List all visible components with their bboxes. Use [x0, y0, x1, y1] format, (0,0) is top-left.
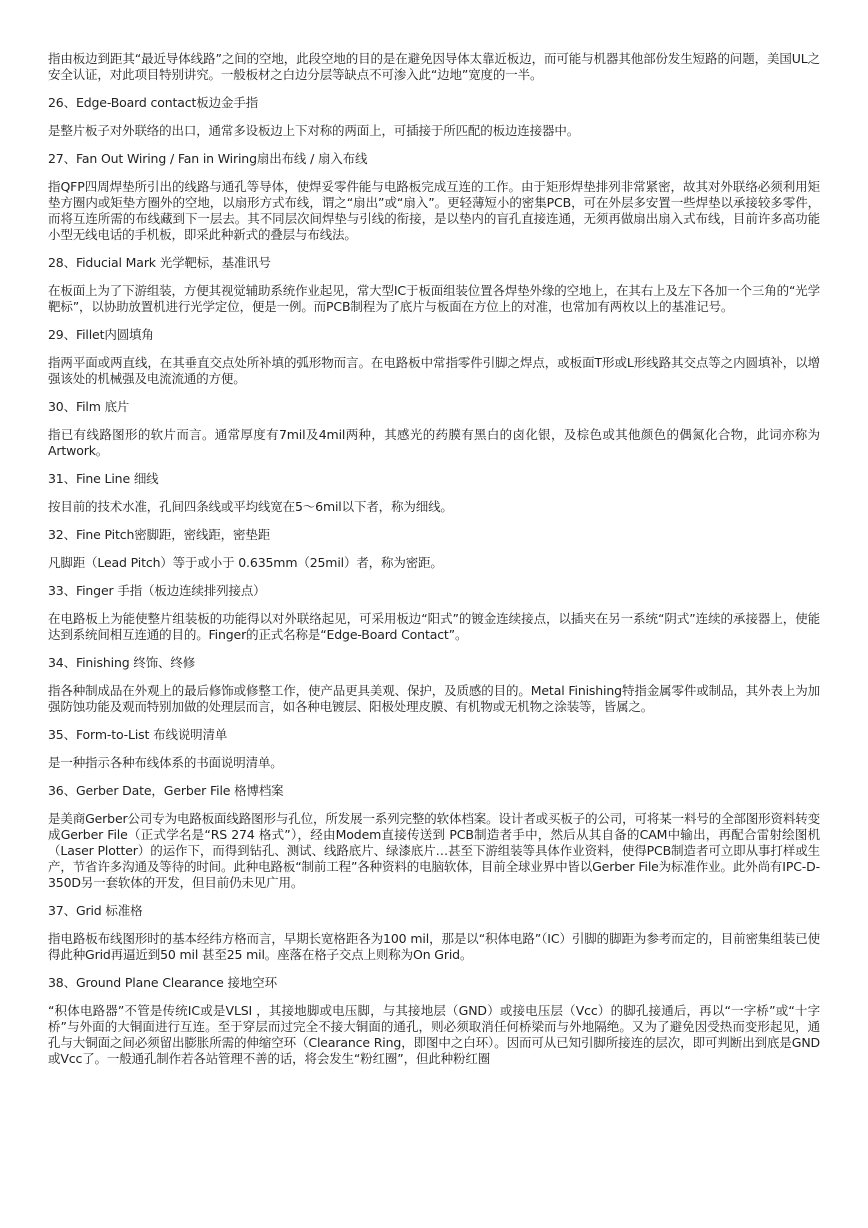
- entry-heading-34: 34、Finishing 终饰、终修: [48, 655, 196, 670]
- entry-heading-37: 37、Grid 标准格: [48, 903, 143, 918]
- entry-body-29: 指两平面或两直线，在其垂直交点处所补填的弧形物而言。在电路板中常指零件引脚之焊点，或板面T形或L形线路其交点等之内圆填补，以增强该处的机械强及电流流通的方便。: [48, 355, 820, 386]
- entry-body-27: 指QFP四周焊垫所引出的线路与通孔等导体，使焊妥零件能与电路板完成互连的工作。由于矩形焊垫排列非常紧密，故其对外联络必须利用矩垫方圈内或矩垫方圈外的空地，以扇形方式布线，谓之“扇出”或“扇入”。更轻薄短小的密集PCB，可在外层多安置一些焊垫以承接较多零件，而将互连所需的布线藏到下一层去。其不同层次间焊垫与引线的衔接，是以垫内的盲孔直接连通，无须再做扇出扇入式布线，目前许多高功能小型无线电话的手机板，即采此种新式的叠层与布线法。: [48, 179, 820, 242]
- entry-body-30: 指已有线路图形的软片而言。通常厚度有7mil及4mil两种，其感光的药膜有黑白的卤化银，及棕色或其他颜色的偶氮化合物，此词亦称为Artwork。: [48, 427, 820, 458]
- entry-heading-30: 30、Film 底片: [48, 399, 130, 414]
- entry-heading-38: 38、Ground Plane Clearance 接地空环: [48, 975, 277, 990]
- intro-paragraph: 指由板边到距其“最近导体线路”之间的空地，此段空地的目的是在避免因导体太靠近板边，而可能与机器其他部份发生短路的问题，美国UL之安全认证，对此项目特别讲究。一般板材之白边分层等缺点不可渗入此“边地”宽度的一半。: [48, 51, 820, 82]
- entry-body-33: 在电路板上为能使整片组装板的功能得以对外联络起见，可采用板边“阳式”的镀金连续接点，以插夹在另一系统“阴式”连续的承接器上，使能达到系统间相互连通的目的。Finger的正式名称是“Edge-Board Contact”。: [48, 611, 820, 642]
- entry-heading-31: 31、Fine Line 细线: [48, 471, 159, 486]
- entry-heading-28: 28、Fiducial Mark 光学靶标，基准讯号: [48, 255, 271, 270]
- entry-body-26: 是整片板子对外联络的出口，通常多设板边上下对称的两面上，可插接于所匹配的板边连接器中。: [48, 123, 580, 138]
- entry-body-28: 在板面上为了下游组装，方便其视觉辅助系统作业起见，常大型IC于板面组装位置各焊垫外缘的空地上，在其右上及左下各加一个三角的“光学靶标”，以协助放置机进行光学定位，便是一例。而PCB制程为了底片与板面在方位上的对准，也常加有两枚以上的基准记号。: [48, 283, 820, 314]
- entry-heading-33: 33、Finger 手指（板边连续排列接点）: [48, 583, 266, 598]
- entry-body-37: 指电路板布线图形时的基本经纬方格而言，早期长宽格距各为100 mil，那是以“积体电路”（IC）引脚的脚距为参考而定的，目前密集组装已使得此种Grid再逼近到50 mil 甚至25 mil。座落在格子交点上则称为On Grid。: [48, 931, 820, 962]
- entry-body-38: “积体电路器”不管是传统IC或是VLSI ，其接地脚或电压脚，与其接地层（GND）或接电压层（Vcc）的脚孔接通后，再以“一字桥”或“十字桥”与外面的大铜面进行互连。至于穿层而过完全不接大铜面的通孔，则必须取消任何桥梁而与外地隔绝。又为了避免因受热而变形起见，通孔与大铜面之间必须留出膨胀所需的伸缩空环（Clearance Ring，即图中之白环）。因而可从已知引脚所接连的层次，即可判断出到底是GND或Vcc了。一般通孔制作若各站管理不善的话，将会发生“粉红圈”，但此种粉红圈: [48, 1003, 820, 1066]
- entry-body-34: 指各种制成品在外观上的最后修饰或修整工作，使产品更具美观、保护，及质感的目的。Metal Finishing特指金属零件或制品，其外表上为加强防蚀功能及观而特别加做的处理层而言，如各种电镀层、阳极处理皮膜、有机物或无机物之涂装等，皆属之。: [48, 683, 820, 714]
- entry-heading-35: 35、Form-to-List 布线说明清单: [48, 727, 228, 742]
- entry-body-35: 是一种指示各种布线体系的书面说明清单。: [48, 755, 283, 770]
- entry-heading-26: 26、Edge-Board contact板边金手指: [48, 95, 259, 110]
- entry-body-36: 是美商Gerber公司专为电路板面线路图形与孔位，所发展一系列完整的软体档案。设计者或买板子的公司，可将某一料号的全部图形资料转变成Gerber File（正式学名是“RS 274 格式”），经由Modem直接传送到 PCB制造者手中，然后从其自备的CAM中输出，再配合雷射绘图机（Laser Plotter）的运作下，而得到钻孔、测试、线路底片、绿漆底片…甚至下游组装等具体作业资料，使得PCB制造者可立即从事打样或生产，节省许多沟通及等待的时间。此种电路板“制前工程”各种资料的电脑软体，目前全球业界中皆以Gerber File为标准作业。此外尚有IPC-D-350D另一套软体的开发，但目前仍未见广用。: [48, 811, 820, 890]
- entry-heading-36: 36、Gerber Date，Gerber File 格博档案: [48, 783, 284, 798]
- entry-body-32: 凡脚距（Lead Pitch）等于或小于 0.635mm（25mil）者，称为密距。: [48, 555, 443, 570]
- entry-body-31: 按目前的技术水准，孔间四条线或平均线宽在5～6mil以下者，称为细线。: [48, 499, 453, 514]
- entry-heading-32: 32、Fine Pitch密脚距，密线距，密垫距: [48, 527, 271, 542]
- entry-heading-29: 29、Fillet内圆填角: [48, 327, 154, 342]
- entry-heading-27: 27、Fan Out Wiring / Fan in Wiring扇出布线 / 扇入布线: [48, 151, 368, 166]
